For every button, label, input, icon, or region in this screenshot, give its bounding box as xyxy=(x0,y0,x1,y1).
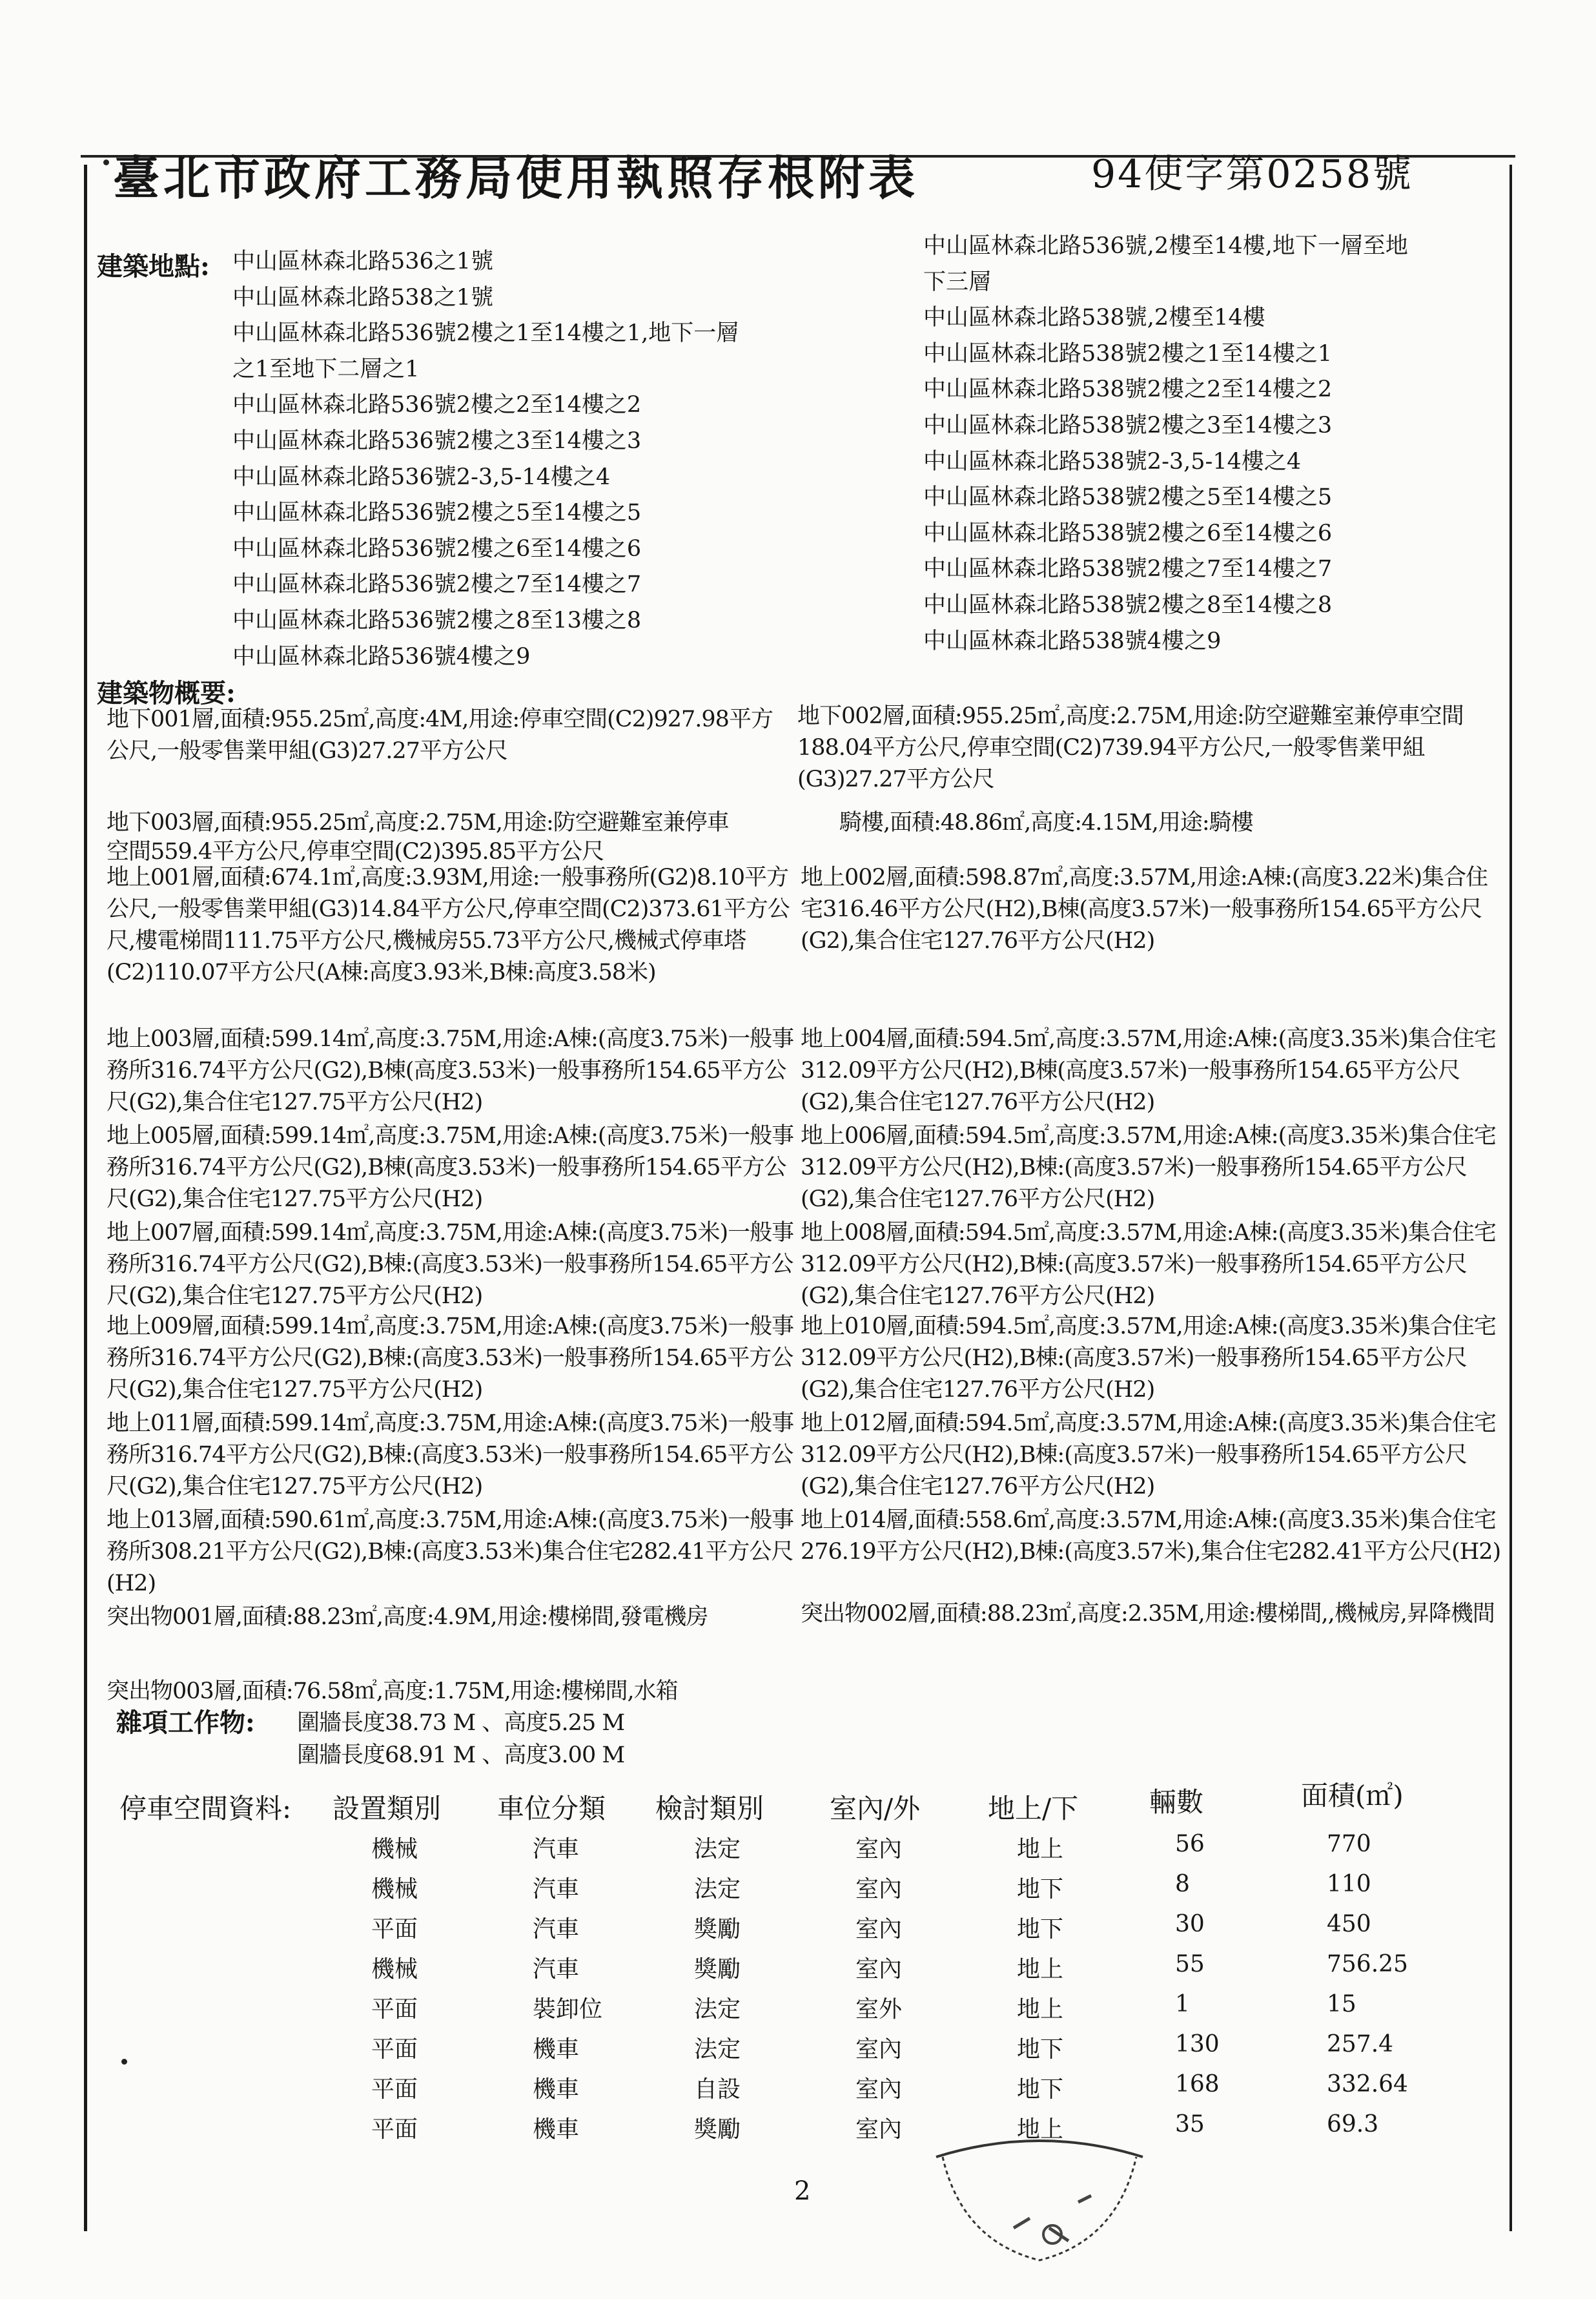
cell-in-out: 室內 xyxy=(855,1876,903,1902)
page-number: 2 xyxy=(794,2176,811,2206)
cell-in-out: 室內 xyxy=(855,1916,903,1943)
cell-count: 56 xyxy=(1175,1831,1205,1857)
cell-space-class: 汽車 xyxy=(533,1956,580,1983)
cell-count: 8 xyxy=(1175,1871,1190,1897)
cell-in-out: 室內 xyxy=(855,2036,903,2063)
cell-area: 756.25 xyxy=(1327,1951,1408,1977)
cell-setup-type: 機械 xyxy=(371,1876,418,1902)
header-review-type: 檢討類別 xyxy=(655,1793,764,1824)
cell-review-type: 獎勵 xyxy=(694,1956,741,1983)
roof-1: 突出物001層,面積:88.23㎡,高度:4.9M,用途:樓梯間,發電機房 xyxy=(107,1604,708,1630)
address-line: 中山區林森北路536號2樓之2至14樓之2 xyxy=(232,392,642,418)
cell-review-type: 自設 xyxy=(694,2076,741,2103)
cell-area: 257.4 xyxy=(1327,2031,1394,2057)
address-line: 中山區林森北路538之1號 xyxy=(232,284,494,311)
cell-count: 130 xyxy=(1175,2031,1220,2057)
cell-count: 1 xyxy=(1175,1991,1190,2017)
address-line: 中山區林森北路536號2-3,5-14樓之4 xyxy=(232,464,611,490)
floor-b3: 地下003層,面積:955.25㎡,高度:2.75M,用途:防空避難室兼停車 xyxy=(107,810,729,836)
cell-in-out: 室內 xyxy=(855,2076,903,2103)
address-line: 中山區林森北路536號2樓之5至14樓之5 xyxy=(232,500,642,526)
cell-review-type: 獎勵 xyxy=(694,2116,741,2143)
address-line: 中山區林森北路538號2-3,5-14樓之4 xyxy=(923,448,1302,475)
cell-above-below: 地下 xyxy=(1017,2036,1064,2063)
address-line: 之1至地下二層之1 xyxy=(232,356,420,382)
cell-setup-type: 平面 xyxy=(371,2116,418,2143)
address-list-right xyxy=(923,229,1408,659)
address-line: 中山區林森北路536號4樓之9 xyxy=(232,643,531,670)
cell-space-class: 機車 xyxy=(533,2036,580,2063)
cell-review-type: 法定 xyxy=(694,1876,741,1902)
header-setup-type: 設置類別 xyxy=(332,1793,442,1824)
address-line: 中山區林森北路538號2樓之3至14樓之3 xyxy=(923,412,1333,438)
cell-area: 15 xyxy=(1327,1991,1356,2017)
misc-label: 雜項工作物: xyxy=(116,1707,255,1738)
floor-9: 地上009層,面積:599.14㎡,高度:3.75M,用途:A棟:(高度3.75米)一般事務所316.74平方公尺(G2),B棟:(高度3.53米)一般事務所154.65平方公尺(G2),集合住宅127.75平方公尺(H2) xyxy=(107,1314,794,1403)
cell-in-out: 室內 xyxy=(855,1836,903,1862)
cell-count: 30 xyxy=(1175,1911,1205,1937)
cell-setup-type: 平面 xyxy=(371,2076,418,2103)
cell-in-out: 室內 xyxy=(855,2116,903,2143)
floor-11: 地上011層,面積:599.14㎡,高度:3.75M,用途:A棟:(高度3.75米)一般事務所316.74平方公尺(G2),B棟:(高度3.53米)一般事務所154.65平方公尺(G2),集合住宅127.75平方公尺(H2) xyxy=(107,1410,794,1500)
header-area: 面積(㎡) xyxy=(1301,1780,1404,1811)
cell-area: 770 xyxy=(1327,1831,1371,1857)
floor-1: 地上001層,面積:674.1㎡,高度:3.93M,用途:一般事務所(G2)8.10平方公尺,一般零售業甲組(G3)14.84平方公尺,停車空間(C2)373.61平方公尺,樓電梯間111.75平方公尺,機械房55.73平方公尺,機械式停車塔(C2)110.07平方公尺(A棟:高度3.93米,B棟:高度3.58米) xyxy=(107,865,790,985)
cell-review-type: 法定 xyxy=(694,1996,741,2023)
cell-area: 110 xyxy=(1327,1871,1371,1897)
floor-12: 地上012層,面積:594.5㎡,高度:3.57M,用途:A棟:(高度3.35米)集合住宅312.09平方公尺(H2),B棟:(高度3.57米)一般事務所154.65平方公尺(G2),集合住宅127.76平方公尺(H2) xyxy=(801,1410,1496,1500)
cell-space-class: 機車 xyxy=(533,2076,580,2103)
address-line: 中山區林森北路536號2樓之1至14樓之1,地下一層 xyxy=(232,320,739,347)
cell-above-below: 地上 xyxy=(1017,2116,1064,2143)
address-line: 中山區林森北路538號2樓之6至14樓之6 xyxy=(923,520,1333,546)
floor-13: 地上013層,面積:590.61㎡,高度:3.75M,用途:A棟:(高度3.75米)一般事務所308.21平方公尺(G2),B棟:(高度3.53米)集合住宅282.41平方公尺(H2) xyxy=(107,1507,794,1596)
address-line: 中山區林森北路538號2樓之8至14樓之8 xyxy=(923,592,1333,618)
header-above-below: 地上/下 xyxy=(988,1793,1079,1824)
cell-setup-type: 平面 xyxy=(371,2036,418,2063)
official-seal-stamp xyxy=(923,2131,1156,2299)
header-count: 輛數 xyxy=(1149,1786,1204,1818)
cell-setup-type: 平面 xyxy=(371,1996,418,2023)
cell-review-type: 法定 xyxy=(694,1836,741,1862)
cell-space-class: 裝卸位 xyxy=(533,1996,603,2023)
roof-3: 突出物003層,面積:76.58㎡,高度:1.75M,用途:樓梯間,水箱 xyxy=(107,1678,678,1704)
address-line: 中山區林森北路538號2樓之7至14樓之7 xyxy=(923,556,1333,582)
address-label: 建築地點: xyxy=(97,251,210,282)
address-line: 中山區林森北路536之1號 xyxy=(232,249,494,274)
permit-number: 94使字第0258號 xyxy=(1091,152,1414,197)
cell-area: 332.64 xyxy=(1327,2071,1408,2098)
address-line: 中山區林森北路536號2樓之8至13樓之8 xyxy=(232,607,642,634)
cell-area: 450 xyxy=(1327,1911,1371,1937)
cell-above-below: 地下 xyxy=(1017,1916,1064,1943)
cell-in-out: 室外 xyxy=(855,1996,903,2023)
cell-review-type: 獎勵 xyxy=(694,1916,741,1943)
floor-b1: 地下001層,面積:955.25㎡,高度:4M,用途:停車空間(C2)927.98平方公尺,一般零售業甲組(G3)27.27平方公尺 xyxy=(107,706,773,764)
address-line: 中山區林森北路538號2樓之1至14樓之1 xyxy=(923,340,1333,367)
floor-b3-cont: 空間559.4平方公尺,停車空間(C2)395.85平方公尺 xyxy=(107,839,604,865)
floor-6: 地上006層,面積:594.5㎡,高度:3.57M,用途:A棟:(高度3.35米)集合住宅312.09平方公尺(H2),B棟:(高度3.57米)一般事務所154.65平方公尺(G2),集合住宅127.76平方公尺(H2) xyxy=(801,1123,1496,1212)
cell-space-class: 機車 xyxy=(533,2116,580,2143)
address-line: 下三層 xyxy=(923,269,992,295)
address-line: 中山區林森北路538號2樓之2至14樓之2 xyxy=(923,376,1333,403)
floor-3: 地上003層,面積:599.14㎡,高度:3.75M,用途:A棟:(高度3.75米)一般事務所316.74平方公尺(G2),B棟(高度3.53米)一般事務所154.65平方公尺(G2),集合住宅127.75平方公尺(H2) xyxy=(107,1026,794,1115)
cell-above-below: 地下 xyxy=(1017,1876,1064,1902)
cell-above-below: 地下 xyxy=(1017,2076,1064,2103)
address-list-left xyxy=(232,244,739,675)
floor-2: 地上002層,面積:598.87㎡,高度:3.57M,用途:A棟:(高度3.22米)集合住宅316.46平方公尺(H2),B棟(高度3.57米)一般事務所154.65平方公尺(G2),集合住宅127.76平方公尺(H2) xyxy=(801,865,1488,954)
cell-setup-type: 機械 xyxy=(371,1836,418,1862)
address-line: 中山區林森北路536號2樓之6至14樓之6 xyxy=(232,535,642,562)
header-space-class: 車位分類 xyxy=(497,1793,606,1824)
header-in-out: 室內/外 xyxy=(830,1793,921,1824)
floor-7: 地上007層,面積:599.14㎡,高度:3.75M,用途:A棟:(高度3.75米)一般事務所316.74平方公尺(G2),B棟:(高度3.53米)一般事務所154.65平方公尺(G2),集合住宅127.75平方公尺(H2) xyxy=(107,1220,794,1309)
misc-item: 圍牆長度68.91 M 、高度3.00 M xyxy=(297,1742,625,1768)
punch-mark xyxy=(103,160,109,165)
cell-in-out: 室內 xyxy=(855,1956,903,1983)
arcade: 騎樓,面積:48.86㎡,高度:4.15M,用途:騎樓 xyxy=(839,810,1253,836)
floor-5: 地上005層,面積:599.14㎡,高度:3.75M,用途:A棟:(高度3.75米)一般事務所316.74平方公尺(G2),B棟(高度3.53米)一般事務所154.65平方公尺(G2),集合住宅127.75平方公尺(H2) xyxy=(107,1123,794,1212)
cell-setup-type: 機械 xyxy=(371,1956,418,1983)
cell-space-class: 汽車 xyxy=(533,1876,580,1902)
cell-count: 55 xyxy=(1175,1951,1205,1977)
cell-area: 69.3 xyxy=(1327,2111,1379,2138)
document-title: 臺北市政府工務局使用執照存根附表 xyxy=(113,150,919,205)
address-line: 中山區林森北路536號,2樓至14樓,地下一層至地 xyxy=(923,233,1408,259)
cell-above-below: 地上 xyxy=(1017,1836,1064,1862)
building-label: 建築物概要: xyxy=(97,678,236,708)
roof-2: 突出物002層,面積:88.23㎡,高度:2.35M,用途:樓梯間,,機械房,昇降機間 xyxy=(801,1601,1495,1627)
floor-14: 地上014層,面積:558.6㎡,高度:3.57M,用途:A棟:(高度3.35米)集合住宅276.19平方公尺(H2),B棟:(高度3.57米),集合住宅282.41平方公尺(H2) xyxy=(801,1507,1501,1565)
address-line: 中山區林森北路538號,2樓至14樓 xyxy=(923,305,1265,331)
address-line: 中山區林森北路538號2樓之5至14樓之5 xyxy=(923,484,1333,511)
floor-4: 地上004層,面積:594.5㎡,高度:3.57M,用途:A棟:(高度3.35米)集合住宅312.09平方公尺(H2),B棟(高度3.57米)一般事務所154.65平方公尺(G2),集合住宅127.76平方公尺(H2) xyxy=(801,1026,1496,1115)
cell-count: 168 xyxy=(1175,2071,1220,2098)
misc-item: 圍牆長度38.73 M 、高度5.25 M xyxy=(297,1710,625,1736)
cell-space-class: 汽車 xyxy=(533,1916,580,1943)
address-line: 中山區林森北路536號2樓之7至14樓之7 xyxy=(232,572,642,598)
cell-count: 35 xyxy=(1175,2111,1205,2138)
address-line: 中山區林森北路536號2樓之3至14樓之3 xyxy=(232,428,642,454)
cell-review-type: 法定 xyxy=(694,2036,741,2063)
cell-above-below: 地上 xyxy=(1017,1956,1064,1983)
floor-b2: 地下002層,面積:955.25㎡,高度:2.75M,用途:防空避難室兼停車空間188.04平方公尺,停車空間(C2)739.94平方公尺,一般零售業甲組(G3)27.27平方公尺 xyxy=(797,703,1464,792)
cell-setup-type: 平面 xyxy=(371,1916,418,1943)
parking-label: 停車空間資料: xyxy=(119,1793,292,1824)
address-line: 中山區林森北路538號4樓之9 xyxy=(923,628,1222,654)
floor-8: 地上008層,面積:594.5㎡,高度:3.57M,用途:A棟:(高度3.35米)集合住宅312.09平方公尺(H2),B棟:(高度3.57米)一般事務所154.65平方公尺(G2),集合住宅127.76平方公尺(H2) xyxy=(801,1220,1496,1309)
cell-space-class: 汽車 xyxy=(533,1836,580,1862)
floor-10: 地上010層,面積:594.5㎡,高度:3.57M,用途:A棟:(高度3.35米)集合住宅312.09平方公尺(H2),B棟:(高度3.57米)一般事務所154.65平方公尺(G2),集合住宅127.76平方公尺(H2) xyxy=(801,1314,1496,1403)
cell-above-below: 地上 xyxy=(1017,1996,1064,2023)
punch-mark xyxy=(121,2059,127,2065)
